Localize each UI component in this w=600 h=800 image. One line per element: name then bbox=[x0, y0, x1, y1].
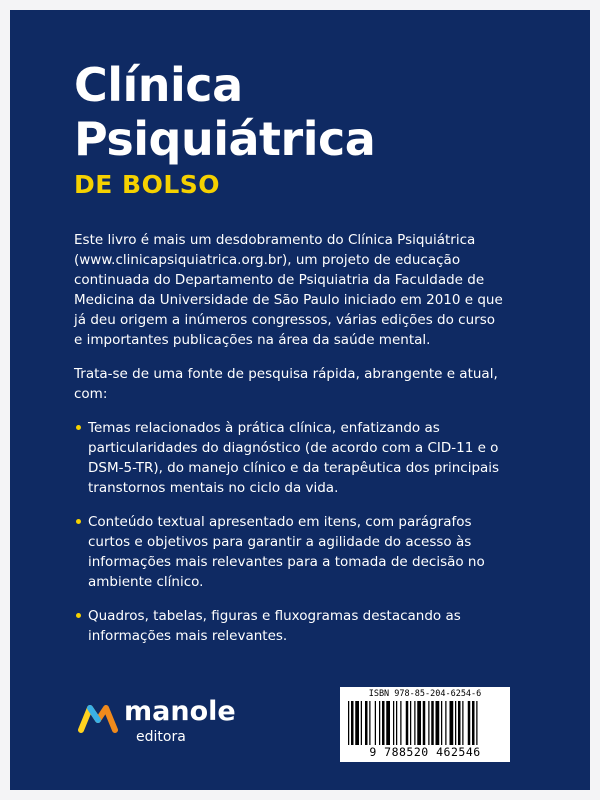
feature-item bbox=[74, 512, 504, 592]
publisher-name: manole bbox=[124, 696, 236, 727]
book-subtitle: DE BOLSO bbox=[74, 170, 221, 199]
barcode-bar bbox=[382, 701, 385, 745]
barcode-bar bbox=[450, 701, 454, 745]
book-title-line-1: Clínica bbox=[74, 58, 243, 112]
barcode-bar bbox=[369, 701, 370, 745]
barcode-bar bbox=[472, 701, 475, 745]
description-paragraph-1: Este livro é mais um desdobramento do Clínica Psiquiátrica (www.clinicapsiquiatrica.org.br), um projeto de educação continuada do Departamento de Psiquiatria da Faculdade de Medicina da Universidade de São Paulo iniciado em 2010 e que já deu origem a inúmeros congressos, várias edições do curso e importantes publicações na área da saúde mental. bbox=[74, 232, 503, 348]
barcode-bar bbox=[441, 701, 442, 745]
title-block bbox=[74, 58, 375, 200]
feature-item bbox=[74, 418, 504, 498]
barcode-bar bbox=[351, 701, 354, 745]
barcode-bar bbox=[375, 701, 376, 745]
barcode-bar bbox=[386, 701, 390, 745]
barcode-bar bbox=[436, 701, 440, 745]
isbn-barcode bbox=[340, 687, 510, 762]
barcode-bar bbox=[393, 701, 394, 745]
book-back-cover bbox=[10, 10, 590, 790]
feature-item bbox=[74, 606, 504, 646]
bullet-dot-icon bbox=[76, 425, 81, 430]
book-title-line-2: Psiquiátrica bbox=[74, 112, 376, 166]
barcode-bar bbox=[379, 701, 380, 745]
barcode-bar bbox=[468, 701, 471, 745]
description-body bbox=[74, 230, 504, 660]
ean-digits: 9 788520 462546 bbox=[369, 745, 481, 759]
barcode-bar bbox=[431, 701, 434, 745]
barcode-bar bbox=[445, 701, 446, 745]
feature-text: Conteúdo textual apresentado em itens, com parágrafos curtos e objetivos para garantir a agilidade do acesso às informações mais relevantes para a tomada de decisão no ambiente clínico. bbox=[88, 514, 485, 590]
barcode-bar bbox=[406, 701, 409, 745]
bullet-dot-icon bbox=[76, 519, 81, 524]
feature-text: Temas relacionados à prática clínica, enfatizando as particularidades do diagnóstico (de acordo com a CID-11 e o DSM-5-TR), do manejo clínico e da terapêutica dos principais transtornos mentais no ciclo da vida. bbox=[88, 420, 500, 496]
barcode-bar bbox=[400, 701, 401, 745]
barcode-bar bbox=[428, 701, 429, 745]
barcode-bar bbox=[455, 701, 456, 745]
barcode-bar bbox=[458, 701, 461, 745]
feature-text: Quadros, tabelas, figuras e fluxogramas destacando as informações mais relevantes. bbox=[88, 608, 461, 644]
publisher-subtitle: editora bbox=[136, 729, 186, 745]
barcode-bar bbox=[417, 701, 421, 745]
barcode-bar bbox=[355, 701, 359, 745]
manole-logo-icon bbox=[78, 703, 118, 733]
barcode-bar bbox=[396, 701, 397, 745]
barcode-bar bbox=[348, 701, 349, 745]
barcode-bar bbox=[361, 701, 362, 745]
isbn-label: ISBN 978-85-204-6254-6 bbox=[368, 689, 482, 699]
description-paragraph-2: Trata-se de uma fonte de pesquisa rápida, abrangente e atual, com: bbox=[74, 366, 498, 402]
barcode-bar bbox=[476, 701, 477, 745]
bullet-dot-icon bbox=[76, 613, 81, 618]
barcode-bar bbox=[414, 701, 415, 745]
barcode-bar bbox=[462, 701, 463, 745]
feature-list bbox=[74, 418, 504, 646]
barcode-bar bbox=[423, 701, 426, 745]
barcode-bar bbox=[365, 701, 368, 745]
barcode-bar bbox=[410, 701, 411, 745]
barcode-bars bbox=[346, 701, 504, 745]
